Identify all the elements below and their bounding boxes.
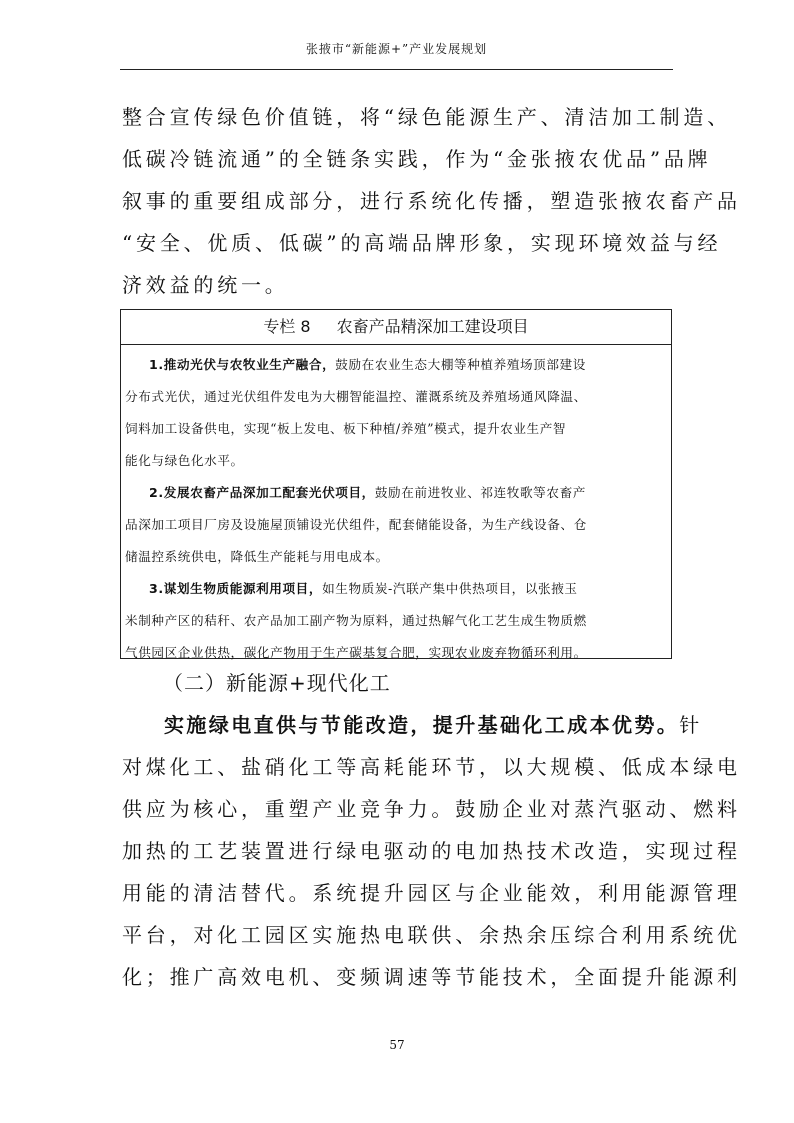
paragraph-line: 低碳冷链流通”的全链条实践，作为“金张掖农优品”品牌 xyxy=(122,147,712,171)
paragraph-line: “安全、优质、低碳”的高端品牌形象，实现环境效益与经 xyxy=(122,231,722,255)
paragraph-first-line xyxy=(122,704,702,746)
box-item-line: 储温控系统供电，降低生产能耗与用电成本。 xyxy=(125,549,389,564)
section-heading: （二）新能源+现代化工 xyxy=(163,671,391,695)
paragraph-line: 叙事的重要组成部分，进行系统化传播，塑造张掖农畜产品 xyxy=(122,189,741,213)
paragraph-line: 化；推广高效电机、变频调速等节能技术，全面提升能源利 xyxy=(122,965,741,989)
box-item-text: 鼓励在前进牧业、祁连牧歌等农畜产 xyxy=(374,485,586,500)
box-item-first-line xyxy=(125,349,667,381)
box-item-heading: 2.发展农畜产品深加工配套光伏项目， xyxy=(149,485,375,500)
header-rule xyxy=(120,69,673,70)
box-item-line: 品深加工项目厂房及设施屋顶铺设光伏组件，配套储能设备，为生产线设备、仓 xyxy=(125,517,587,532)
sidebar-box-title-text: 农畜产品精深加工建设项目 xyxy=(336,317,529,336)
chem-paragraph xyxy=(122,704,741,998)
paragraph-line: 对煤化工、盐硝化工等高耗能环节，以大规模、低成本绿电 xyxy=(122,755,741,779)
sidebar-box-number: 专栏 8 xyxy=(263,317,311,336)
box-item-first-line xyxy=(125,477,667,509)
running-header: 张掖市“新能源+”产业发展规划 xyxy=(305,42,488,56)
box-item-line: 饲料加工设备供电，实现“板上发电、板下种植/养殖”模式，提升农业生产智 xyxy=(125,421,567,436)
box-item-line: 能化与绿色化水平。 xyxy=(125,453,244,468)
box-item-line: 气供园区企业供热，碳化产物用于生产碳基复合肥，实现农业废弃物循环利用。 xyxy=(125,645,587,660)
box-item-heading: 1.推动光伏与农牧业生产融合， xyxy=(149,357,336,372)
box-item-text: 鼓励在农业生态大棚等种植养殖场顶部建设 xyxy=(335,357,586,372)
paragraph-text: 针 xyxy=(679,713,702,737)
intro-paragraph xyxy=(122,96,741,306)
box-item-text: 如生物质炭-汽联产集中供热项目，以张掖玉 xyxy=(322,581,578,596)
sidebar-box-body xyxy=(121,345,671,669)
page-number: 57 xyxy=(389,1038,405,1052)
paragraph-lead: 实施绿电直供与节能改造，提升基础化工成本优势。 xyxy=(164,713,680,737)
paragraph-line: 整合宣传绿色价值链，将“绿色能源生产、清洁加工制造、 xyxy=(122,105,732,129)
sidebar-box xyxy=(120,309,672,659)
box-item-first-line xyxy=(125,573,667,605)
paragraph-line: 加热的工艺装置进行绿电驱动的电加热技术改造，实现过程 xyxy=(122,839,741,863)
paragraph-line: 济效益的统一。 xyxy=(122,273,289,297)
paragraph-line: 用能的清洁替代。系统提升园区与企业能效，利用能源管理 xyxy=(122,881,741,905)
paragraph-line: 供应为核心，重塑产业竞争力。鼓励企业对蒸汽驱动、燃料 xyxy=(122,797,741,821)
box-item-heading: 3.谋划生物质能源利用项目， xyxy=(149,581,323,596)
box-item-line: 米制种产区的秸秆、农产品加工副产物为原料，通过热解气化工艺生成生物质燃 xyxy=(125,613,587,628)
box-item-line: 分布式光伏，通过光伏组件发电为大棚智能温控、灌溉系统及养殖场通风降温、 xyxy=(125,389,587,404)
sidebar-box-title xyxy=(121,310,671,345)
paragraph-line: 平台，对化工园区实施热电联供、余热余压综合利用系统优 xyxy=(122,923,741,947)
